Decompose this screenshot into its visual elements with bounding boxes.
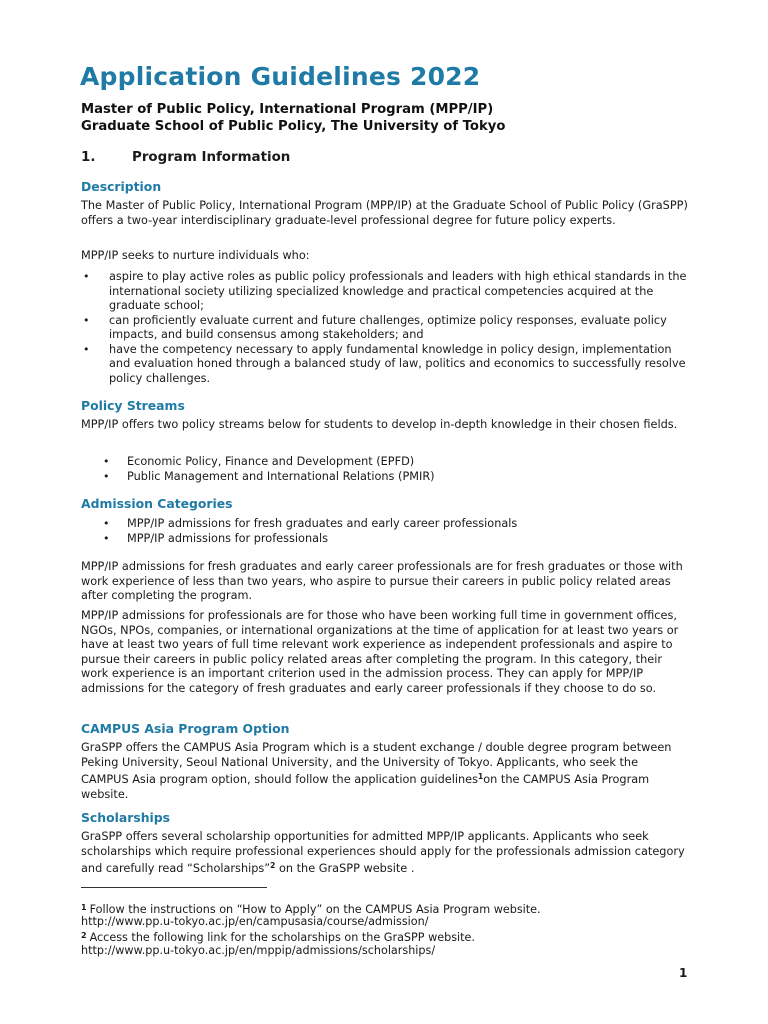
policy-streams-paragraph: MPP/IP offers two policy streams below for students to develop in-depth knowledge in their chosen fields. xyxy=(81,418,678,431)
description-paragraph: The Master of Public Policy, International Program (MPP/IP) at the Graduate School of Public Policy (GraSPP) offers a two-year interdisciplinary graduate-level professional degree for future policy experts. xyxy=(81,199,688,227)
section-heading xyxy=(81,150,290,165)
section-number: 1. xyxy=(81,150,96,165)
admission-heading: Admission Categories xyxy=(81,496,233,511)
policy-streams-heading: Policy Streams xyxy=(81,398,185,413)
footnote-1: $^1$ Follow the instructions on “How to Apply” on the CAMPUS Asia Program website. xyxy=(81,903,541,916)
program-subtitle: Master of Public Policy, International Program (MPP/IP) xyxy=(81,102,494,117)
list-item: • aspire to play active roles as public policy professionals and leaders with high ethical standards in the international society utilizing specialized knowledge and practical competencies acquired at the graduate school; xyxy=(83,270,687,312)
school-subtitle: Graduate School of Public Policy, The University of Tokyo xyxy=(81,119,506,134)
scholarships-paragraph: GraSPP offers several scholarship opportunities for admitted MPP/IP applicants. Applicants who seek scholarships which require professional experiences should apply for the professionals admission category and carefully read “Scholarships”$^2$ on the GraSPP website . xyxy=(81,830,685,875)
section-label: Program Information xyxy=(132,150,291,165)
page-number: 1 xyxy=(679,966,688,980)
admission-fresh-paragraph: MPP/IP admissions for fresh graduates and early career professionals are for fresh graduates or those with work experience of less than two years, who aspire to pursue their careers in public policy related areas after completing the program. xyxy=(81,560,683,602)
list-item: • MPP/IP admissions for professionals xyxy=(103,531,329,545)
footnote-ref-2[interactable]: 2 xyxy=(270,861,276,870)
list-item: • MPP/IP admissions for fresh graduates and early career professionals xyxy=(103,517,518,530)
list-item: • have the competency necessary to apply fundamental knowledge in policy design, implementation and evaluation honed through a balanced study of law, politics and economics to successfully resolve policy challenges. xyxy=(83,342,686,385)
scholarships-heading: Scholarships xyxy=(81,810,171,825)
list-item: • Economic Policy, Finance and Development (EPFD) xyxy=(103,455,415,468)
list-item: • Public Management and International Relations (PMIR) xyxy=(103,469,435,483)
description-heading: Description xyxy=(81,179,162,194)
policy-streams-list xyxy=(101,455,691,484)
footnote-divider xyxy=(81,887,267,888)
footnote-2-link[interactable]: http://www.pp.u-tokyo.ac.jp/en/mppip/admissions/scholarships/ xyxy=(81,944,436,957)
admission-list xyxy=(101,517,691,546)
footnote-1-link[interactable]: http://www.pp.u-tokyo.ac.jp/en/campusasia/course/admission/ xyxy=(81,915,429,928)
nurture-intro: MPP/IP seeks to nurture individuals who: xyxy=(81,249,310,262)
list-item: • can proficiently evaluate current and future challenges, optimize policy responses, evaluate policy impacts, and build consensus among stakeholders; and xyxy=(83,313,667,341)
footnote-ref-1[interactable]: 1 xyxy=(478,772,484,781)
footnote-2: $^2$ Access the following link for the scholarships on the GraSPP website. xyxy=(81,931,475,944)
campus-asia-paragraph: GraSPP offers the CAMPUS Asia Program which is a student exchange / double degree program between Peking University, Seoul National University, and the University of Tokyo. Applicants, who seek the CAMPUS Asia program option, should follow the application guidelines$^1$on the CAMPUS Asia Program website. xyxy=(81,741,672,801)
nurture-list xyxy=(81,270,689,386)
admission-professionals-paragraph: MPP/IP admissions for professionals are for those who have been working full time in government offices, NGOs, NPOs, companies, or international organizations at the time of application for at least two years or have at least two years of full time relevant work experience as independent professionals and aspire to pursue their careers in public policy related areas after completing the program. In this category, their work experience is an important criterion used in the admission process. They can apply for MPP/IP admissions for the category of fresh graduates and early career professionals if they choose to do so. xyxy=(81,609,679,695)
document-title: Application Guidelines 2022 xyxy=(80,62,481,91)
campus-asia-heading: CAMPUS Asia Program Option xyxy=(81,721,290,736)
